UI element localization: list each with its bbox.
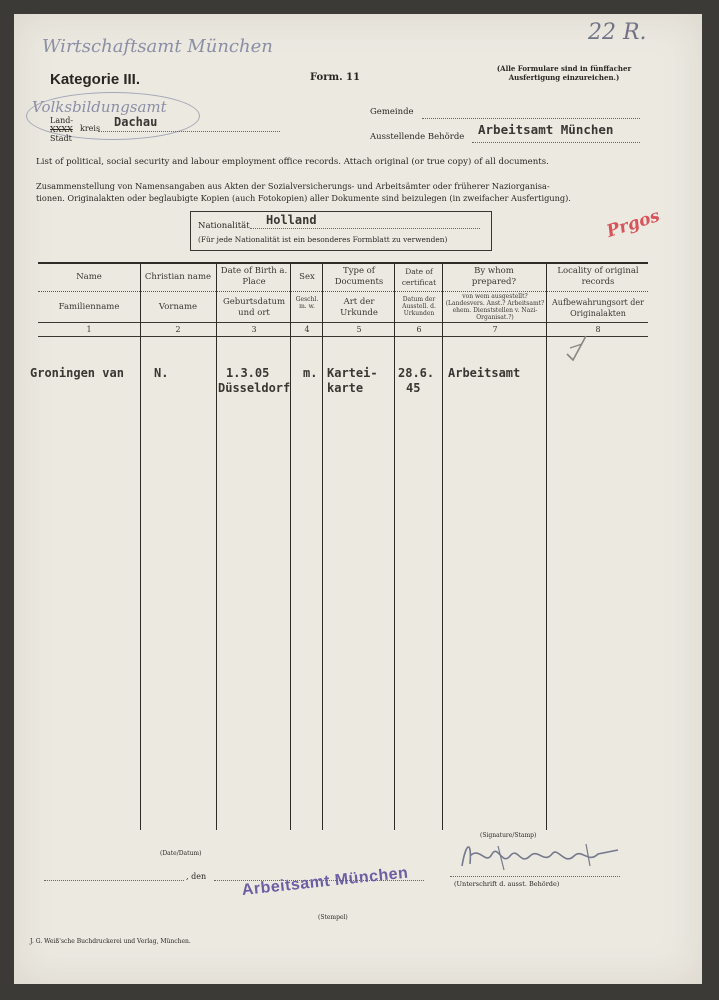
col8-header-en: Locality of original records (557, 266, 639, 287)
behoerde-label: Ausstellende Behörde (370, 132, 465, 142)
kreis-label: kreis (80, 124, 101, 133)
col6-number: 6 (416, 325, 422, 334)
col7-header-en: By whom prepared? (471, 266, 517, 287)
land-label: Land- (50, 116, 74, 125)
col-divider-2 (216, 262, 217, 830)
col3-header-de: Geburtsdatum und ort (222, 297, 286, 318)
row-sex: m. (303, 366, 318, 380)
col4-header-de: Geschl. m. w. (295, 296, 319, 310)
col2-number: 2 (175, 325, 181, 334)
row-cert-date-2: 45 (406, 381, 421, 395)
intro-english: List of political, social security and labour employment office records. Attach original (or true copy) of all documents. (36, 157, 549, 167)
signature-line (450, 876, 620, 877)
col-divider-5 (394, 262, 395, 830)
nationality-line (250, 228, 480, 229)
col-divider-6 (442, 262, 443, 830)
col-divider-7 (546, 262, 547, 830)
stadt-label: Stadt (50, 134, 72, 143)
nationality-note: (Für jede Nationalität ist ein besonderes Formblatt zu verwenden) (198, 235, 448, 244)
nationality-label: Nationalität (198, 221, 250, 231)
handwritten-signature (458, 836, 628, 876)
col5-number: 5 (356, 325, 362, 334)
row-doc-type-1: Kartei- (327, 366, 378, 380)
col2-header-de: Vorname (158, 302, 198, 312)
office-stamp: Arbeitsamt München (241, 864, 410, 899)
col7-header-de: von wem ausgestellt? (Landesvers. Anst.? Arbeitsamt? ehem. Dienststellen v. Nazi-Organisat.?) (445, 293, 545, 321)
category-title: Kategorie III. (50, 71, 141, 88)
row-birth-date: 1.3.05 (226, 366, 270, 380)
nationality-box (190, 211, 492, 251)
table-mid-rule (38, 291, 648, 292)
gemeinde-label: Gemeinde (370, 107, 414, 117)
col2-header-en: Christian name (144, 272, 212, 282)
col1-header-en: Name (76, 272, 102, 282)
col5-header-de: Art der Urkunde (340, 297, 378, 318)
signature-label: (Signature/Stamp) (480, 832, 537, 839)
date-label: (Date/Datum) (160, 850, 202, 857)
col3-header-en: Date of Birth a. Place (220, 266, 288, 287)
xxxx-strike: XXXX (50, 125, 73, 134)
nationality-value: Holland (266, 213, 317, 227)
copies-note-line2: Ausfertigung einzureichen.) (508, 73, 620, 82)
handwritten-oval-text: Volksbildungsamt (32, 98, 167, 116)
row-doc-type-2: karte (327, 381, 364, 395)
row-prepared-by: Arbeitsamt (448, 366, 521, 380)
printer-imprint: J. G. Weiß'sche Buchdruckerei und Verlag, München. (30, 938, 191, 945)
copies-note (476, 64, 652, 82)
form-number: Form. 11 (310, 72, 360, 83)
behoerde-value: Arbeitsamt München (478, 122, 614, 137)
gemeinde-line (422, 118, 640, 119)
copies-note-line1: (Alle Formulare sind in fünffacher (496, 64, 632, 73)
table-num-rule (38, 322, 648, 323)
row-cert-date-1: 28.6. (398, 366, 435, 380)
row-christian-name: N. (154, 366, 169, 380)
den-label: , den (186, 872, 207, 881)
handwritten-file-number: 22 R. (588, 20, 647, 45)
col8-header-de: Aufbewahrungsort der Originalakten (552, 298, 644, 318)
col-divider-3 (290, 262, 291, 830)
kreis-line (98, 131, 280, 132)
place-line (44, 880, 184, 881)
col1-header-de: Familienname (58, 302, 120, 312)
red-handwritten-mark: Prgos (604, 206, 663, 242)
row-birth-place: Düsseldorf (218, 381, 291, 395)
col-divider-1 (140, 262, 141, 830)
col1-number: 1 (86, 325, 92, 334)
col5-header-en: Type of Documents (334, 266, 384, 287)
pencil-check-icon (564, 332, 590, 362)
row-name: Groningen van (30, 366, 124, 380)
col3-number: 3 (251, 325, 257, 334)
col6-header-en: Date of certificat (401, 267, 437, 287)
kreis-value: Dachau (114, 115, 158, 129)
col6-header-de: Datum der Ausstell. d. Urkunden (402, 296, 436, 317)
table-header-bottom-rule (38, 336, 648, 337)
col8-number: 8 (595, 325, 601, 334)
signature-label-de: (Unterschrift d. ausst. Behörde) (454, 880, 560, 888)
handwritten-office-note: Wirtschaftsamt München (42, 36, 273, 57)
stempel-label: (Stempel) (318, 914, 348, 921)
document-page (14, 14, 702, 984)
intro-german-1: Zusammenstellung von Namensangaben aus Akten der Sozialversicherungs- und Arbeitsämter oder früherer Naziorganisa- (36, 181, 550, 191)
col4-number: 4 (304, 325, 310, 334)
col4-header-en: Sex (299, 272, 315, 282)
table-top-rule (38, 262, 648, 264)
col7-number: 7 (492, 325, 498, 334)
behoerde-line (472, 142, 640, 143)
intro-german-2: tionen. Originalakten oder beglaubigte Kopien (auch Fotokopien) aller Dokumente sind beizulegen (in zweifacher Ausfertigung). (36, 193, 571, 203)
col-divider-4 (322, 262, 323, 830)
